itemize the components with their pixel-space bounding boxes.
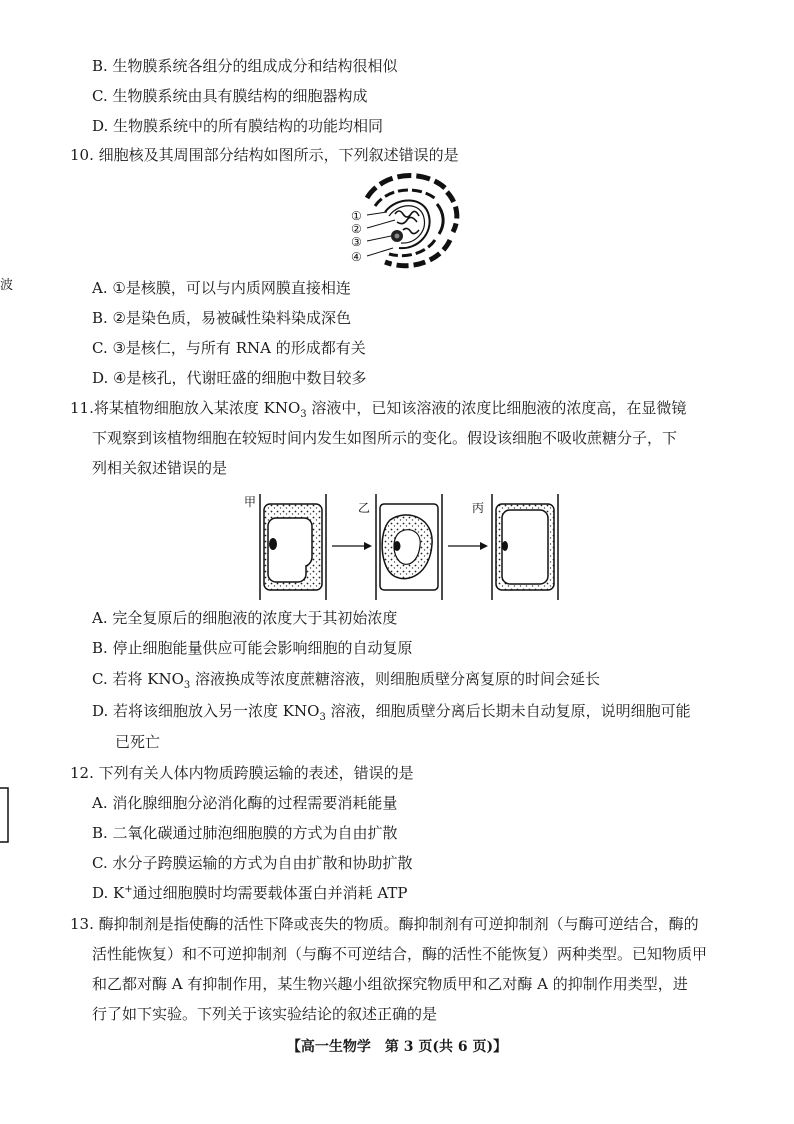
q10-option-c: C. ③是核仁，与所有 RNA 的形成都有关 xyxy=(92,339,366,357)
nucleus-label-4: ④ xyxy=(351,250,362,264)
page-footer: 【高一生物学 第 3 页(共 6 页)】 xyxy=(286,1039,508,1055)
q12-option-b: B. 二氧化碳通过肺泡细胞膜的方式为自由扩散 xyxy=(92,824,398,842)
q9-option-d: D. 生物膜系统中的所有膜结构的功能均相同 xyxy=(92,117,384,135)
nucleus-label-3: ③ xyxy=(351,235,362,249)
q10-stem: 10. 细胞核及其周围部分结构如图所示，下列叙述错误的是 xyxy=(70,146,459,164)
q13-stem-line2: 活性能恢复）和不可逆抑制剂（与酶不可逆结合，酶的活性不能恢复）两种类型。已知物质甲 xyxy=(92,945,708,963)
q11-option-c: C. 若将 $KNO_3$ 溶液换成等浓度蔗糖溶液，则细胞质壁分离复原的时间会延长 xyxy=(92,670,601,691)
panel-label-bing: 丙 xyxy=(472,501,485,515)
q12-option-a: A. 消化腺细胞分泌消化酶的过程需要消耗能量 xyxy=(92,794,398,812)
q13-stem-line3: 和乙都对酶 A 有抑制作用，某生物兴趣小组欲探究物质甲和乙对酶 A 的抑制作用类型，进 xyxy=(92,975,688,993)
nucleus-label-1: ① xyxy=(351,209,362,223)
q9-option-c: C. 生物膜系统由具有膜结构的细胞器构成 xyxy=(92,87,368,105)
q12-stem: 12. 下列有关人体内物质跨膜运输的表述，错误的是 xyxy=(70,764,414,782)
q11-option-d-cont: 已死亡 xyxy=(115,733,161,751)
q10-option-b: B. ②是染色质，易被碱性染料染成深色 xyxy=(92,309,352,327)
q11-option-d: D. 若将该细胞放入另一浓度 $KNO_3$ 溶液，细胞质壁分离后长期未自动复原，说明细胞可能 xyxy=(92,702,691,723)
q11-stem-line3: 列相关叙述错误的是 xyxy=(92,459,228,477)
q9-option-b: B. 生物膜系统各组分的组成成分和结构很相似 xyxy=(92,57,398,75)
q12-option-d: D. K+通过细胞膜时均需要载体蛋白并消耗 ATP xyxy=(92,884,408,902)
nucleus-label-2: ② xyxy=(351,222,362,236)
margin-fragment: 波 xyxy=(0,278,14,293)
q11-option-b: B. 停止细胞能量供应可能会影响细胞的自动复原 xyxy=(92,639,413,657)
q12-option-c: C. 水分子跨膜运输的方式为自由扩散和协助扩散 xyxy=(92,854,413,872)
q10-option-d: D. ④是核孔，代谢旺盛的细胞中数目较多 xyxy=(92,369,367,387)
q10-option-a: A. ①是核膜，可以与内质网膜直接相连 xyxy=(92,279,351,297)
q13-stem-line4: 行了如下实验。下列关于该实验结论的叙述正确的是 xyxy=(92,1005,438,1023)
q11-option-a: A. 完全复原后的细胞液的浓度大于其初始浓度 xyxy=(92,609,398,627)
q11-stem-line2: 下观察到该植物细胞在较短时间内发生如图所示的变化。假设该细胞不吸收蔗糖分子，下 xyxy=(92,429,678,447)
nucleus-figure xyxy=(345,170,465,270)
plasmolysis-figure xyxy=(240,492,570,602)
q13-stem-line1: 13. 酶抑制剂是指使酶的活性下降或丧失的物质。酶抑制剂有可逆抑制剂（与酶可逆结合，酶的 xyxy=(70,915,699,933)
panel-label-jia: 甲 xyxy=(244,495,257,509)
q11-stem-line1: 11.将某植物细胞放入某浓度 $KNO_3$ 溶液中，已知该溶液的浓度比细胞液的浓度高，在显微镜 xyxy=(70,399,687,420)
panel-label-yi: 乙 xyxy=(358,501,371,515)
margin-bracket xyxy=(0,786,12,846)
